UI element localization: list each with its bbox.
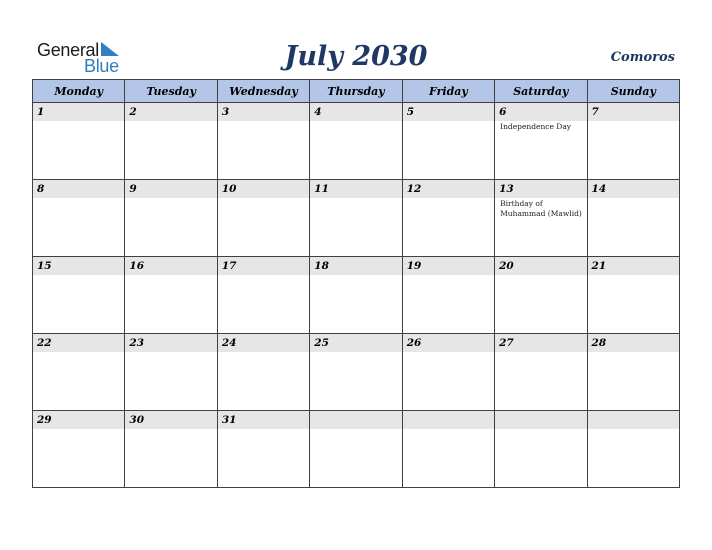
day-number: 12	[406, 183, 422, 195]
day-number-bar	[33, 334, 124, 352]
holiday-label	[588, 121, 679, 122]
holiday-label	[310, 275, 401, 276]
holiday-label	[495, 429, 586, 430]
day-number: 29	[37, 414, 52, 426]
day-number: 21	[591, 260, 607, 272]
day-number-bar	[495, 180, 586, 198]
weekday-header: Saturday	[495, 80, 587, 103]
day-cell	[310, 257, 402, 334]
calendar-title: July 2030	[284, 41, 428, 72]
day-number-bar	[125, 257, 216, 275]
holiday-label	[403, 429, 494, 430]
calendar-grid	[32, 79, 680, 488]
day-cell	[402, 411, 494, 488]
day-cell	[402, 180, 494, 257]
logo-word-general: General	[37, 40, 99, 60]
day-number: 1	[37, 106, 45, 118]
day-number-bar	[310, 180, 401, 198]
day-cell	[587, 257, 679, 334]
weekday-header: Thursday	[310, 80, 402, 103]
day-cell	[33, 334, 125, 411]
day-cell	[402, 103, 494, 180]
day-number: 30	[129, 414, 145, 426]
holiday-label	[125, 198, 216, 199]
day-number-bar	[310, 257, 401, 275]
holiday-label	[218, 429, 309, 430]
day-number: 16	[129, 260, 145, 272]
holiday-label	[403, 352, 494, 353]
day-cell	[33, 180, 125, 257]
day-number-bar	[33, 257, 124, 275]
day-number: 6	[499, 106, 507, 118]
holiday-label	[125, 275, 216, 276]
day-number-bar	[403, 103, 494, 121]
week-row	[33, 180, 680, 257]
day-number-bar	[495, 103, 586, 121]
day-cell	[217, 180, 309, 257]
day-number-bar	[33, 180, 124, 198]
day-cell	[402, 257, 494, 334]
holiday-label	[403, 275, 494, 276]
day-number-bar	[588, 180, 679, 198]
day-number: 18	[314, 260, 329, 272]
country-label: Comoros	[610, 50, 675, 65]
holiday-label	[310, 198, 401, 199]
day-cell	[587, 180, 679, 257]
day-cell	[217, 257, 309, 334]
day-cell	[310, 334, 402, 411]
day-number-bar	[403, 411, 494, 429]
logo-word-blue: Blue	[84, 56, 119, 76]
day-number: 28	[591, 337, 607, 349]
day-number: 27	[499, 337, 514, 349]
day-number-bar	[218, 180, 309, 198]
day-number-bar	[310, 103, 401, 121]
week-row	[33, 103, 680, 180]
holiday-label	[218, 352, 309, 353]
day-number-bar	[403, 180, 494, 198]
day-cell	[33, 411, 125, 488]
day-number-bar	[125, 180, 216, 198]
day-number-bar	[218, 334, 309, 352]
day-cell	[310, 180, 402, 257]
week-row	[33, 411, 680, 488]
holiday-label: Birthday of Muhammad (Mawlid)	[500, 199, 582, 218]
holiday-label	[588, 352, 679, 353]
holiday-label	[310, 429, 401, 430]
holiday-label	[218, 198, 309, 199]
day-cell	[217, 103, 309, 180]
holiday-label	[310, 352, 401, 353]
day-cell	[125, 180, 217, 257]
holiday-label	[125, 429, 216, 430]
day-number: 25	[314, 337, 329, 349]
holiday-label	[33, 198, 124, 199]
weekday-header: Friday	[402, 80, 494, 103]
day-number-bar	[218, 411, 309, 429]
day-number: 8	[37, 183, 45, 195]
weekday-header: Wednesday	[217, 80, 309, 103]
day-number-bar	[310, 411, 401, 429]
day-number: 26	[406, 337, 422, 349]
day-number-bar	[495, 334, 586, 352]
day-number: 10	[221, 183, 237, 195]
day-number: 3	[221, 106, 230, 118]
day-number-bar	[588, 334, 679, 352]
week-row	[33, 334, 680, 411]
day-cell	[402, 334, 494, 411]
day-number: 20	[499, 260, 514, 272]
day-cell	[217, 411, 309, 488]
day-number: 22	[37, 337, 52, 349]
holiday-label	[403, 198, 494, 199]
day-cell	[587, 103, 679, 180]
day-number-bar	[495, 411, 586, 429]
day-number: 15	[37, 260, 52, 272]
holiday-label	[403, 121, 494, 122]
holiday-label	[125, 121, 216, 122]
holiday-label	[218, 121, 309, 122]
day-cell	[125, 257, 217, 334]
day-cell	[495, 411, 587, 488]
day-cell	[495, 180, 587, 257]
day-number: 19	[406, 260, 422, 272]
day-number: 23	[129, 337, 145, 349]
day-number: 31	[221, 414, 237, 426]
day-number-bar	[403, 334, 494, 352]
day-number: 9	[129, 183, 137, 195]
day-number-bar	[33, 103, 124, 121]
day-number-bar	[125, 411, 216, 429]
day-number-bar	[495, 257, 586, 275]
day-cell	[125, 334, 217, 411]
holiday-label	[495, 352, 586, 353]
holiday-label: Independence Day	[500, 122, 572, 131]
day-number-bar	[125, 103, 216, 121]
day-cell	[33, 103, 125, 180]
day-number: 24	[221, 337, 237, 349]
holiday-label	[125, 352, 216, 353]
day-number: 11	[314, 183, 329, 195]
day-number-bar	[588, 103, 679, 121]
day-cell	[495, 334, 587, 411]
day-cell	[125, 103, 217, 180]
day-cell	[310, 103, 402, 180]
holiday-label	[588, 198, 679, 199]
day-number-bar	[33, 411, 124, 429]
holiday-label	[310, 121, 401, 122]
day-number-bar	[310, 334, 401, 352]
holiday-label	[33, 121, 124, 122]
day-cell	[587, 411, 679, 488]
day-cell	[495, 257, 587, 334]
holiday-label	[588, 429, 679, 430]
holiday-label	[495, 275, 586, 276]
holiday-label	[588, 275, 679, 276]
day-cell	[125, 411, 217, 488]
holiday-label	[33, 352, 124, 353]
day-number: 2	[129, 106, 137, 118]
weekday-header: Tuesday	[125, 80, 217, 103]
day-number-bar	[218, 103, 309, 121]
day-cell	[310, 411, 402, 488]
weekday-header: Monday	[33, 80, 125, 103]
holiday-label	[33, 429, 124, 430]
day-number-bar	[588, 411, 679, 429]
day-number: 4	[314, 106, 322, 118]
holiday-label	[218, 275, 309, 276]
day-number-bar	[125, 334, 216, 352]
weekday-header: Sunday	[587, 80, 679, 103]
day-number-bar	[218, 257, 309, 275]
day-number: 5	[406, 106, 414, 118]
week-row	[33, 257, 680, 334]
day-number: 17	[221, 260, 237, 272]
weekday-header-row	[33, 80, 680, 103]
day-cell	[217, 334, 309, 411]
day-number: 13	[499, 183, 514, 195]
day-number-bar	[403, 257, 494, 275]
day-cell	[33, 257, 125, 334]
holiday-label	[33, 275, 124, 276]
day-number: 14	[591, 183, 607, 195]
day-cell	[587, 334, 679, 411]
day-cell	[495, 103, 587, 180]
day-number: 7	[591, 106, 599, 118]
day-number-bar	[588, 257, 679, 275]
